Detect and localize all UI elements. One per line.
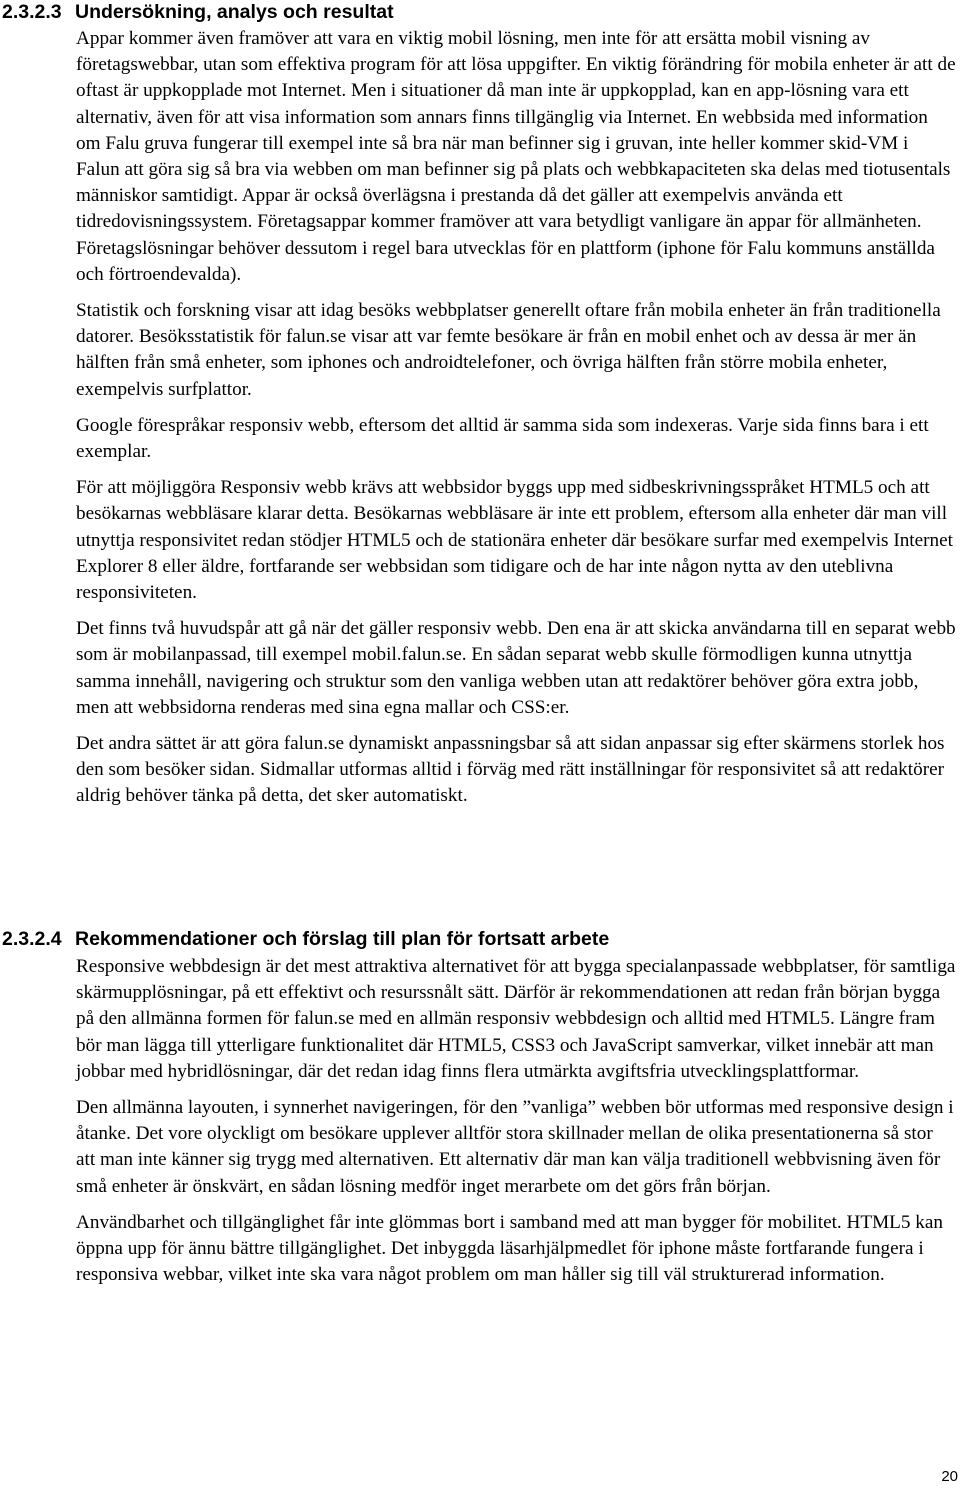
- paragraph: Användbarhet och tillgänglighet får inte glömmas bort i samband med att man bygger för mobilitet. HTML5 kan öppna upp för ännu bättre tillgänglighet. Det inbyggda läsarhjälpmedlet för iphone måste fortfarande fungera i responsiva webbar, vilket inte ska vara något problem om man håller sig till väl strukturerad information.: [76, 1211, 943, 1286]
- section-heading-2-3-2-3: [2, 0, 394, 24]
- paragraph: Det andra sättet är att göra falun.se dynamiskt anpassningsbar så att sidan anpassar sig efter skärmens storlek hos den som besöker sidan. Sidmallar utformas alltid i förväg med rätt inställningar för responsivitet så att redaktörer aldrig behöver tänka på detta, det sker automatiskt.: [76, 733, 945, 807]
- section-number: 2.3.2.4: [2, 928, 62, 950]
- section-heading-2-3-2-4: [2, 927, 609, 951]
- section-number: 2.3.2.3: [2, 1, 62, 23]
- paragraph: Responsive webbdesign är det mest attraktiva alternativet för att bygga specialanpassade webbplatser, för samtliga skärmupplösningar, på ett effektivt och resurssnålt sätt. Därför är rekommendationen att redan från början bygga på den allmänna formen för falun.se med en allmän responsiv webbdesign och alltid med HTML5. Längre fram bör man lägga till ytterligare funktionalitet där HTML5, CSS3 och JavaScript samverkar, vilket innebär att man jobbar med hybridlösningar, där det redan idag finns flera utmärkta avgiftsfria utvecklingsplattformar.: [76, 956, 956, 1082]
- paragraph: Appar kommer även framöver att vara en viktig mobil lösning, men inte för att ersätta mobil visning av företagswebbar, utan som effektiva program för att lösa uppgifter. En viktig förändring för mobila enheter är att de oftast är uppkopplade mot Internet. Men i situationer då man inte är uppkopplad, kan en app-lösning vara ett alternativ, även för att visa information som annars finns tillgänglig via Internet. En webbsida med information om Falu gruva fungerar till exempel inte så bra när man befinner sig i gruvan, inte heller kommer skid-VM i Falun att göra sig så bra via webben om man befinner sig på plats och webbkapaciteten ska delas med tiotusentals människor samtidigt. Appar är också överlägsna i prestanda då det gäller att exempelvis använda ett tidredovisningssystem. Företagsappar kommer framöver att vara betydligt vanligare än appar för allmänheten. Företagslösningar behöver dessutom i regel bara utvecklas för en plattform (iphone för Falu kommuns anställda och förtroendevalda).: [76, 28, 956, 285]
- paragraph: Det finns två huvudspår att gå när det gäller responsiv webb. Den ena är att skicka användarna till en separat webb som är mobilanpassad, till exempel mobil.falun.se. En sådan separat webb skulle förmodligen kunna utnyttja samma innehåll, navigering och struktur som den vanliga webben utan att redaktörer behöver göra extra jobb, men att webbsidorna renderas med sina egna mallar och CSS:er.: [76, 618, 956, 718]
- section-body-2-3-2-3: [76, 26, 956, 820]
- paragraph: Statistik och forskning visar att idag besöks webbplatser generellt oftare från mobila enheter än från traditionella datorer. Besöksstatistik för falun.se visar att var femte besökare är från en mobil enhet och av dessa är mer än hälften från små enheter, som iphones och androidtelefoner, och övriga hälften från större mobila enheter, exempelvis surfplattor.: [76, 300, 941, 400]
- paragraph: För att möjliggöra Responsiv webb krävs att webbsidor byggs upp med sidbeskrivningsspråket HTML5 och att besökarnas webbläsare klarar detta. Besökarnas webbläsare är inte ett problem, eftersom alla enheter där man vill utnyttja responsivitet redan stödjer HTML5 och de stationära enheter där besökare surfar med exempelvis Internet Explorer 8 eller äldre, fortfarande ser webbsidan som tidigare och de har inte någon nytta av den uteblivna responsiviteten.: [76, 477, 953, 604]
- section-title: Undersökning, analys och resultat: [75, 1, 394, 23]
- paragraph: Google förespråkar responsiv webb, eftersom det alltid är samma sida som indexeras. Varje sida finns bara i ett exemplar.: [76, 414, 929, 463]
- section-title: Rekommendationer och förslag till plan för fortsatt arbete: [75, 928, 610, 950]
- paragraph: Den allmänna layouten, i synnerhet navigeringen, för den ”vanliga” webben bör utformas med responsive design i åtanke. Det vore olyckligt om besökare upplever alltför stora skillnader mellan de olika presentationerna så stor att man inte känner sig trygg med alternativen. Ett alternativ där man kan välja traditionell webbvisning även för små enheter är önskvärt, en sådan lösning medför inget merarbete om det görs från början.: [76, 1097, 954, 1197]
- section-body-2-3-2-4: [76, 954, 956, 1298]
- page-number: 20: [941, 1468, 958, 1485]
